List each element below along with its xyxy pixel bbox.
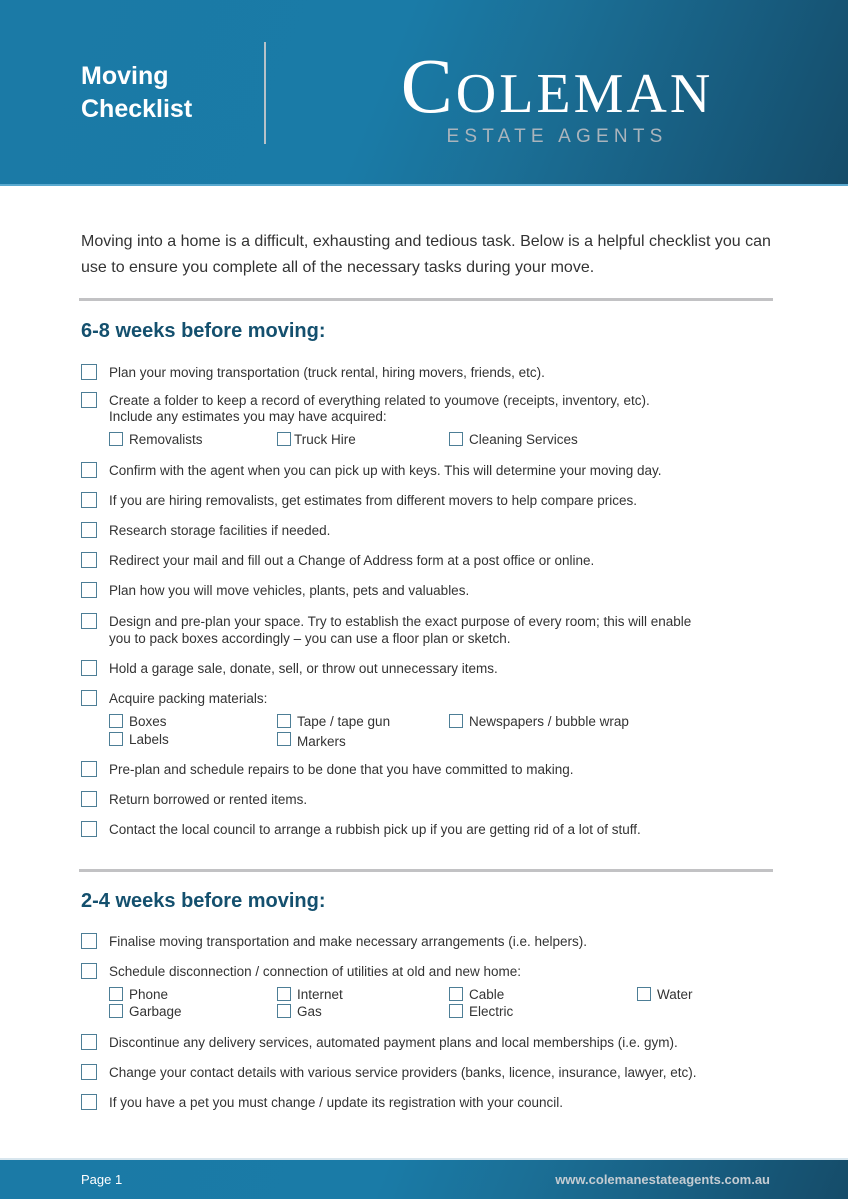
checkbox[interactable] bbox=[277, 714, 291, 728]
footer-bar bbox=[0, 1158, 848, 1199]
coleman-logo bbox=[352, 42, 762, 148]
item-label: Contact the local council to arrange a rubbish pick up if you are getting rid of a lot of stuff. bbox=[109, 822, 641, 837]
item-label: Plan how you will move vehicles, plants, pets and valuables. bbox=[109, 583, 470, 598]
checkbox[interactable] bbox=[81, 522, 97, 538]
item-label: Confirm with the agent when you can pick up with keys. This will determine your moving day. bbox=[109, 463, 662, 478]
sub-label: Phone bbox=[129, 987, 169, 1002]
item-label: Create a folder to keep a record of everything related to youmove (receipts, inventory, etc). bbox=[109, 393, 650, 408]
sub-label: Gas bbox=[297, 1004, 322, 1019]
item-label: Hold a garage sale, donate, sell, or throw out unnecessary items. bbox=[109, 661, 498, 676]
divider bbox=[79, 298, 773, 301]
item-label: Finalise moving transportation and make necessary arrangements (i.e. helpers). bbox=[109, 934, 587, 949]
item-label: Research storage facilities if needed. bbox=[109, 523, 331, 538]
checkbox[interactable] bbox=[109, 714, 123, 728]
item-label: Plan your moving transportation (truck rental, hiring movers, friends, etc). bbox=[109, 365, 545, 380]
document-title bbox=[81, 60, 192, 126]
sub-label: Internet bbox=[297, 987, 343, 1002]
item-label: Design and pre-plan your space. Try to establish the exact purpose of every room; this will enable bbox=[109, 614, 692, 629]
checkbox[interactable] bbox=[109, 987, 123, 1001]
item-label: Pre-plan and schedule repairs to be done that you have committed to making. bbox=[109, 762, 574, 777]
item-label: Acquire packing materials: bbox=[109, 691, 268, 706]
sub-label: Electric bbox=[469, 1004, 514, 1019]
section-title-6-8-weeks: 6-8 weeks before moving: bbox=[81, 320, 326, 342]
checkbox[interactable] bbox=[81, 1064, 97, 1080]
checkbox[interactable] bbox=[449, 714, 463, 728]
checkbox[interactable] bbox=[449, 432, 463, 446]
checkbox[interactable] bbox=[449, 1004, 463, 1018]
item-label: Schedule disconnection / connection of utilities at old and new home: bbox=[109, 964, 522, 979]
sub-label: Markers bbox=[297, 734, 346, 749]
item-label-line2: you to pack boxes accordingly – you can use a floor plan or sketch. bbox=[109, 631, 511, 646]
checkbox[interactable] bbox=[81, 963, 97, 979]
title-line-1: Moving bbox=[81, 62, 169, 90]
checkbox[interactable] bbox=[81, 462, 97, 478]
checkbox[interactable] bbox=[81, 690, 97, 706]
checkbox[interactable] bbox=[81, 933, 97, 949]
checkbox[interactable] bbox=[81, 761, 97, 777]
checkbox[interactable] bbox=[81, 1034, 97, 1050]
logo-rest: OLEMAN bbox=[455, 63, 714, 125]
checkbox[interactable] bbox=[81, 364, 97, 380]
sub-label: Cable bbox=[469, 987, 505, 1002]
checkbox[interactable] bbox=[277, 1004, 291, 1018]
intro-paragraph: Moving into a home is a difficult, exhausting and tedious task. Below is a helpful checklist you can use to ensure you complete all of the necessary tasks during your move. bbox=[81, 233, 771, 276]
sub-label: Tape / tape gun bbox=[297, 714, 391, 729]
website-link[interactable]: www.colemanestateagents.com.au bbox=[555, 1172, 770, 1187]
item-label-line2: Include any estimates you may have acquired: bbox=[109, 409, 387, 424]
sub-label: Garbage bbox=[129, 1004, 182, 1019]
divider bbox=[79, 869, 773, 872]
checkbox[interactable] bbox=[449, 987, 463, 1001]
checkbox[interactable] bbox=[81, 613, 97, 629]
checkbox[interactable] bbox=[277, 732, 291, 746]
checkbox[interactable] bbox=[81, 821, 97, 837]
checkbox[interactable] bbox=[637, 987, 651, 1001]
checkbox[interactable] bbox=[277, 432, 291, 446]
logo-wordmark bbox=[352, 42, 762, 130]
sub-label: Cleaning Services bbox=[469, 432, 578, 447]
sub-label: Truck Hire bbox=[294, 432, 356, 447]
page-number: Page 1 bbox=[81, 1172, 123, 1187]
checkbox[interactable] bbox=[81, 582, 97, 598]
checkbox[interactable] bbox=[81, 1094, 97, 1110]
checkbox[interactable] bbox=[109, 1004, 123, 1018]
checkbox[interactable] bbox=[81, 492, 97, 508]
item-label: Change your contact details with various service providers (banks, licence, insurance, lawyer, etc). bbox=[109, 1065, 697, 1080]
checkbox[interactable] bbox=[109, 732, 123, 746]
section-title-2-4-weeks: 2-4 weeks before moving: bbox=[81, 890, 326, 912]
checkbox[interactable] bbox=[109, 432, 123, 446]
title-line-2: Checklist bbox=[81, 95, 193, 123]
checkbox[interactable] bbox=[81, 791, 97, 807]
item-label: If you have a pet you must change / update its registration with your council. bbox=[109, 1095, 564, 1110]
item-label: Discontinue any delivery services, automated payment plans and local memberships (i.e. gym). bbox=[109, 1035, 678, 1050]
logo-tagline: ESTATE AGENTS bbox=[446, 126, 668, 147]
checkbox[interactable] bbox=[81, 552, 97, 568]
sub-label: Labels bbox=[129, 732, 169, 747]
sub-label: Boxes bbox=[129, 714, 167, 729]
logo-initial: C bbox=[400, 42, 456, 129]
item-label: Redirect your mail and fill out a Change of Address form at a post office or online. bbox=[109, 553, 595, 568]
sub-label: Removalists bbox=[129, 432, 203, 447]
item-label: Return borrowed or rented items. bbox=[109, 792, 308, 807]
item-label: If you are hiring removalists, get estimates from different movers to help compare prices. bbox=[109, 493, 637, 508]
sub-label: Water bbox=[657, 987, 693, 1002]
checkbox[interactable] bbox=[81, 392, 97, 408]
checkbox[interactable] bbox=[277, 987, 291, 1001]
checkbox[interactable] bbox=[81, 660, 97, 676]
header-banner bbox=[0, 0, 848, 186]
header-divider bbox=[264, 42, 266, 144]
sub-label: Newspapers / bubble wrap bbox=[469, 714, 629, 729]
